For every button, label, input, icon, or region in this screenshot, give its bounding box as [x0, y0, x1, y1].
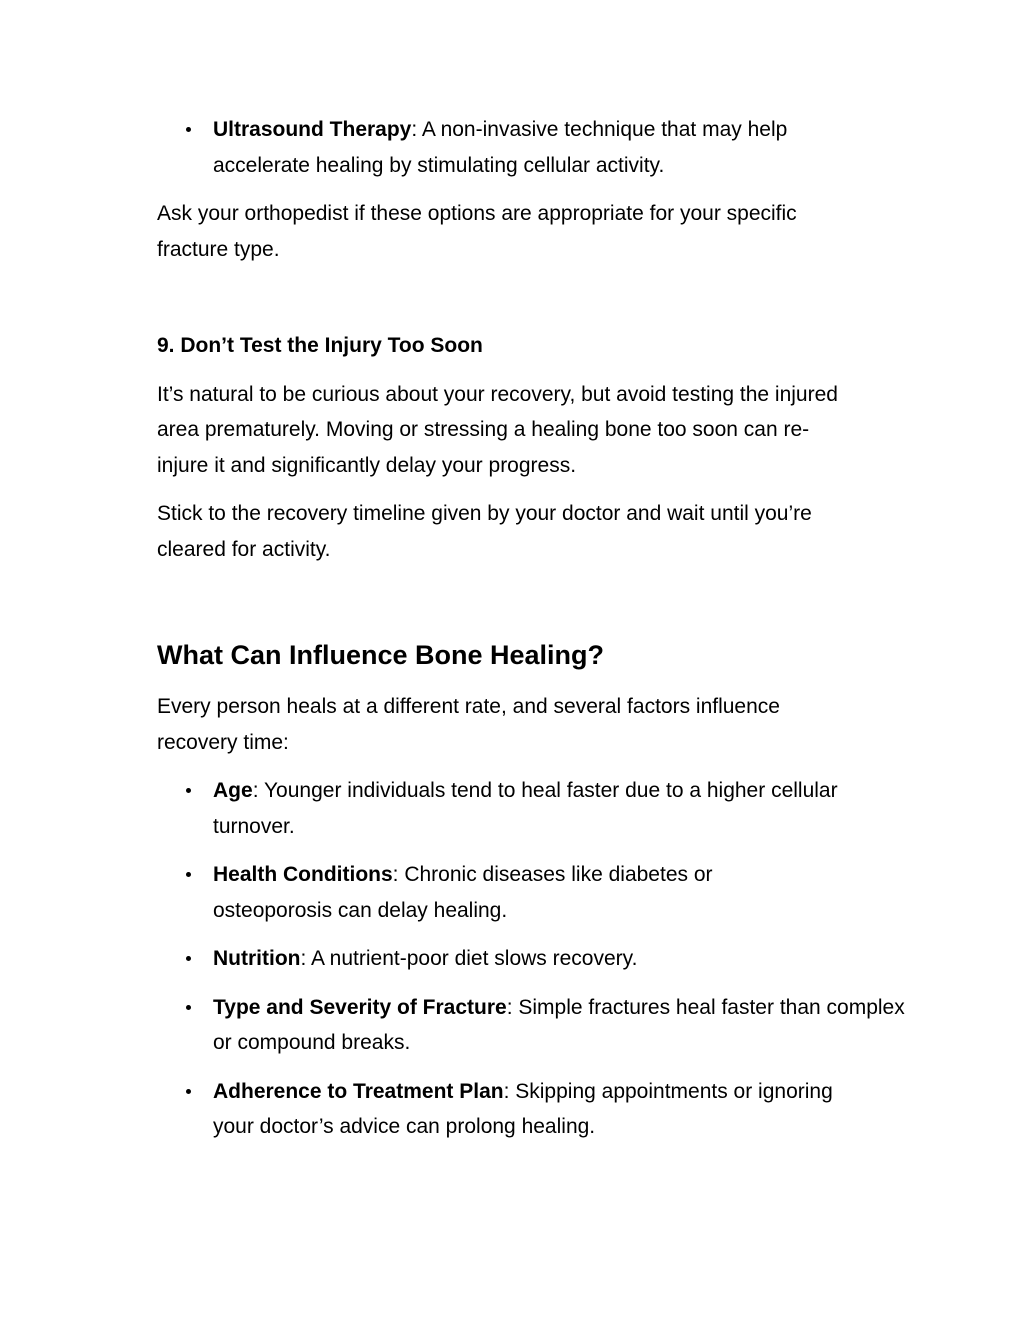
section-title: What Can Influence Bone Healing? [157, 640, 605, 670]
list-item-term: Nutrition [213, 947, 301, 970]
list-item-desc: : Simple fractures heal faster than complex or compound breaks. [213, 995, 905, 1054]
bullet-icon [186, 127, 191, 132]
section-paragraph: Stick to the recovery timeline given by your doctor and wait until you’re cleared for activity. [157, 502, 812, 561]
bullet-icon [186, 872, 191, 877]
list-item [157, 1074, 873, 1145]
list-item-desc: : Skipping appointments or ignoring your doctor’s advice can prolong healing. [213, 1079, 833, 1138]
document-page [157, 112, 905, 1145]
list-item-desc: : A nutrient-poor diet slows recovery. [300, 947, 638, 970]
list-item [157, 773, 853, 844]
list-item-term: Adherence to Treatment Plan [213, 1079, 504, 1103]
list-item [157, 990, 928, 1061]
list-item [157, 941, 873, 977]
bullet-icon [186, 1089, 191, 1094]
bullet-icon [186, 788, 191, 793]
list-item-desc: : Younger individuals tend to heal faster due to a higher cellular turnover. [213, 779, 838, 838]
intro-paragraph: Every person heals at a different rate, and several factors influence recovery time: [157, 695, 780, 754]
section-heading: 9. Don’t Test the Injury Too Soon [157, 334, 483, 357]
list-item [157, 857, 773, 928]
list-item-term: Health Conditions [213, 863, 393, 886]
list-item-term: Ultrasound Therapy [213, 118, 412, 141]
bullet-icon [186, 956, 191, 961]
section-paragraph: It’s natural to be curious about your recovery, but avoid testing the injured area prematurely. Moving or stressing a healing bone too soon can re-injure it and significantly delay your progress. [157, 382, 838, 477]
list-item-desc: : A non-invasive technique that may help accelerate healing by stimulating cellular activity. [213, 118, 788, 177]
list-item-term: Age [213, 779, 253, 802]
top-note: Ask your orthopedist if these options are appropriate for your specific fracture type. [157, 202, 797, 261]
list-item [157, 112, 853, 183]
list-item-term: Type and Severity of Fracture [213, 995, 507, 1019]
list-item-desc: : Chronic diseases like diabetes or osteoporosis can delay healing. [213, 863, 713, 922]
bullet-icon [186, 1005, 191, 1010]
therapy-list [157, 112, 877, 183]
factors-list [157, 773, 905, 1145]
